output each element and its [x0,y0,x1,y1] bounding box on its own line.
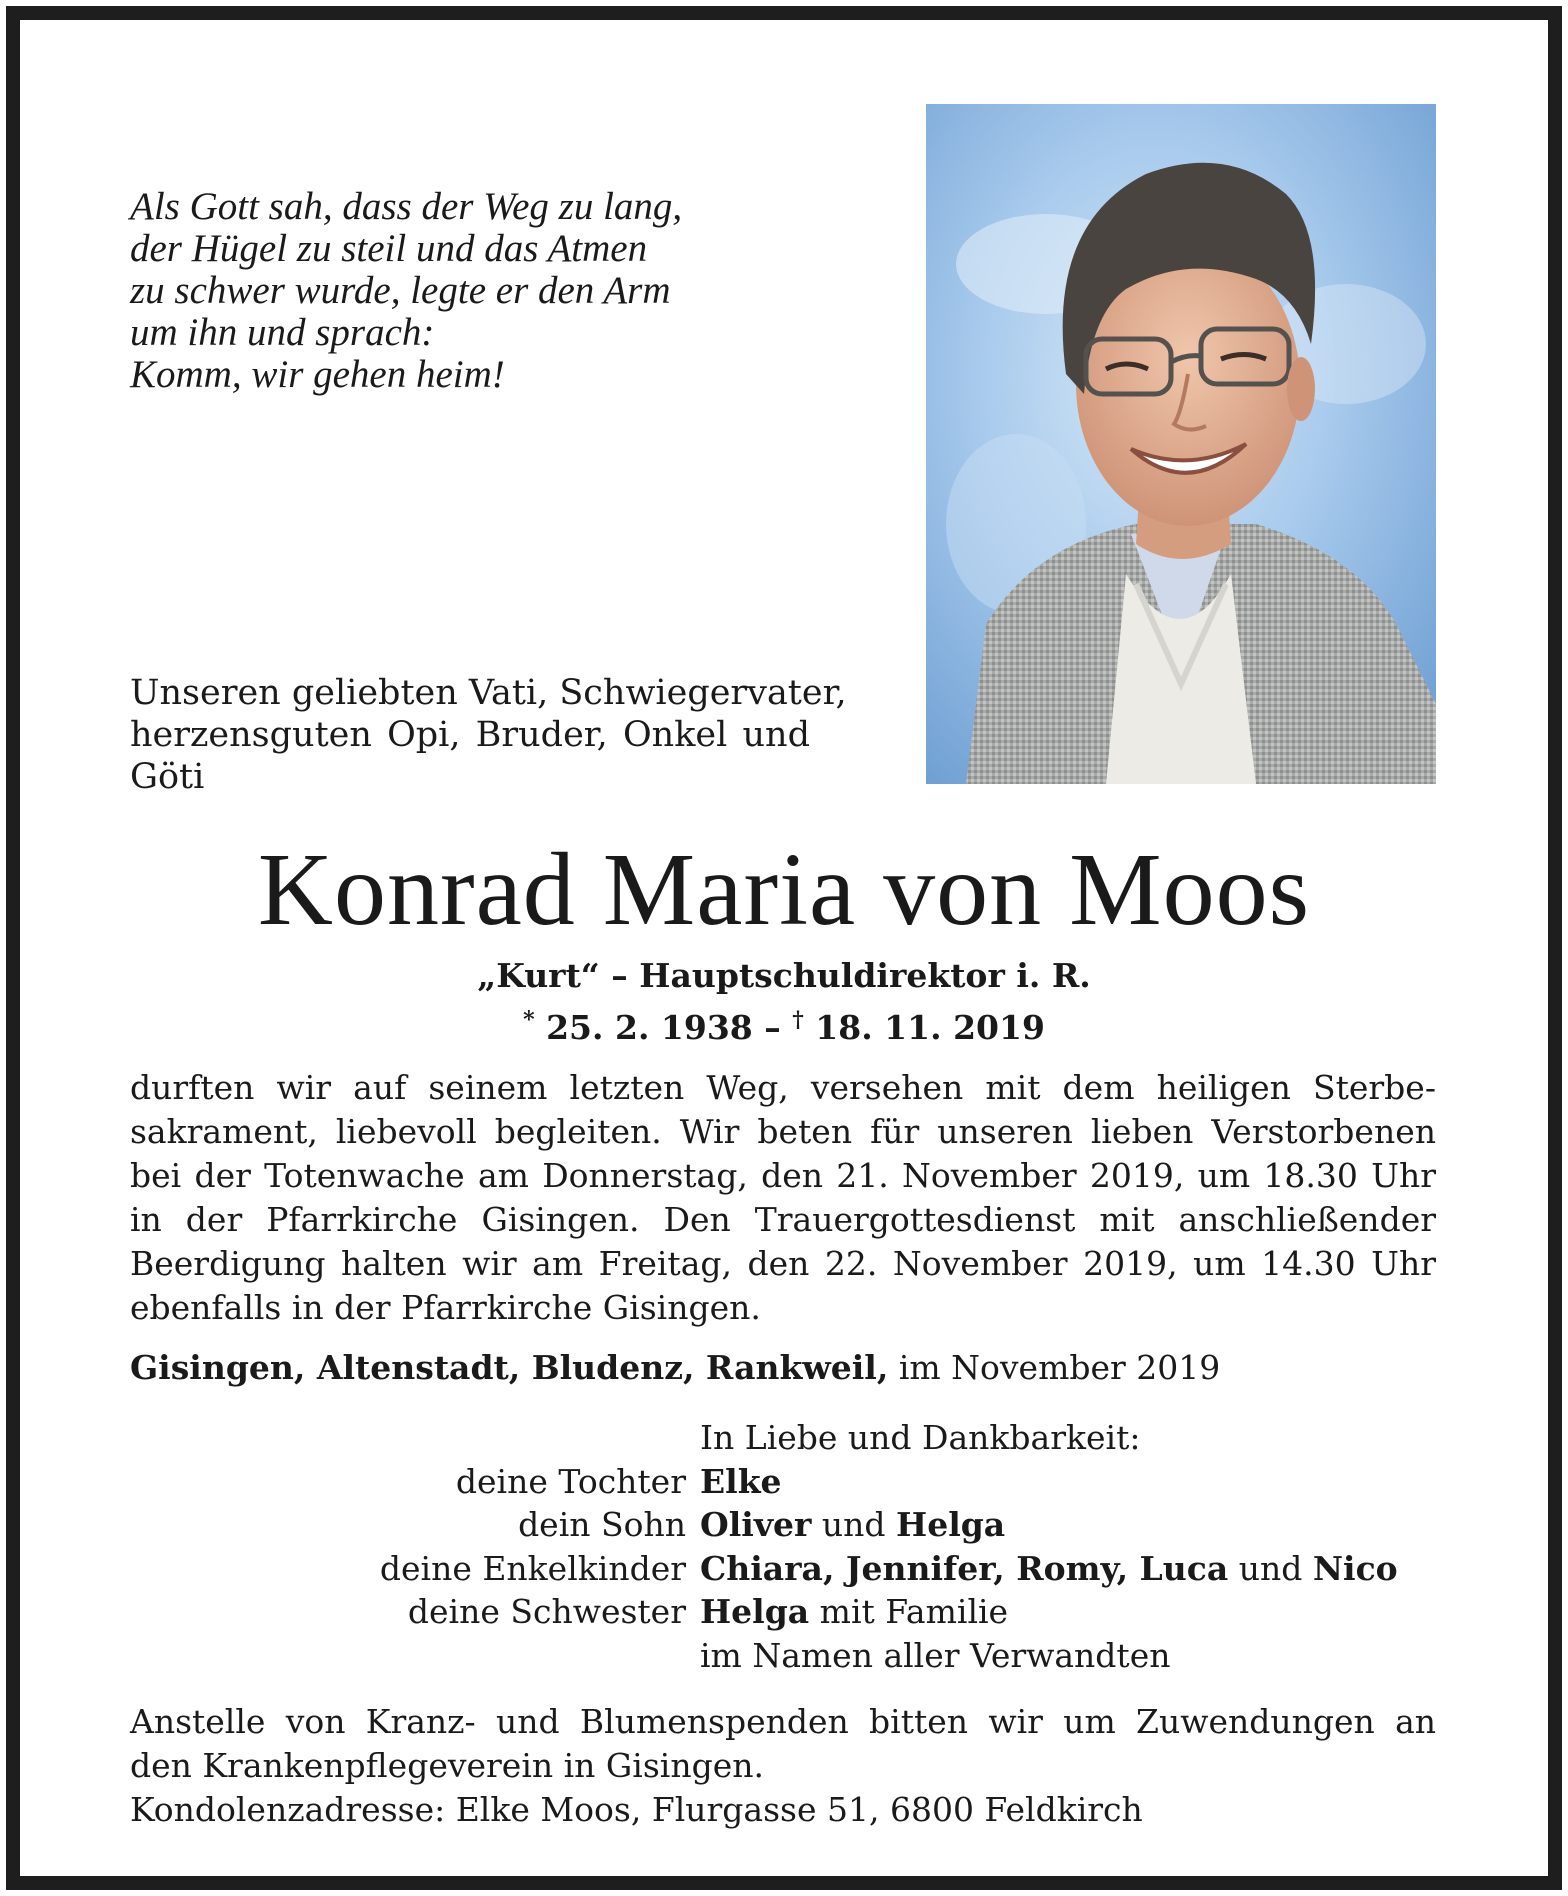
family-name: Nico [1312,1548,1398,1588]
family-name: Chiara, Jennifer, Romy, Luca [700,1548,1229,1588]
deceased-name: Konrad Maria von Moos [257,832,1311,947]
family-row-sister [130,1590,1436,1634]
family-name: Oliver [700,1505,812,1544]
places-line [130,1346,1436,1390]
poem-line: Als Gott sah, dass der Weg zu lang, [130,185,683,228]
body-line: durften wir auf seinem letzten Weg, versehen mit dem heiligen Sterbe- [130,1068,1436,1107]
body-line: in der Pfarrkirche Gisingen. Den Trauergottesdienst mit anschließender [130,1200,1436,1239]
family-name: Helga [700,1592,810,1631]
announcement-body [130,1066,1436,1330]
family-name: Helga [896,1505,1006,1544]
poem [130,186,690,396]
family-closing: im Namen aller Verwandten [700,1635,1171,1675]
family-row-grandchildren [130,1547,1436,1591]
poem-line: um ihn und sprach: [130,311,435,354]
intro-text [130,672,847,798]
deceased-subtitle: „Kurt“ – Hauptschuldirektor i. R. [477,956,1091,995]
relation-label: deine Enkelkinder [379,1548,686,1588]
family-row-son [130,1503,1436,1547]
conjunction: und [1238,1548,1303,1588]
family-heading-row [130,1416,1436,1460]
body-line: Beerdigung halten wir am Freitag, den 22. November 2019, um 14.30 Uhr [130,1244,1436,1283]
places-date: im November 2019 [898,1348,1221,1387]
conjunction: und [821,1505,886,1544]
family-closing-row [130,1634,1436,1678]
portrait-photo [926,104,1436,784]
birth-mark: * [523,1007,535,1033]
intro-line: Unseren geliebten Vati, Schwiegervater, [130,673,847,713]
footer-notes [130,1700,1436,1832]
poem-line: Komm, wir gehen heim! [130,353,505,396]
footer-line: Anstelle von Kranz- und Blumenspenden bitten wir um Zuwendungen an [130,1702,1436,1741]
portrait-illustration [926,104,1436,784]
relation-label: dein Sohn [518,1505,686,1544]
intro-line: herzensguten Opi, Bruder, Onkel und [130,715,810,755]
life-dates [130,998,1438,1050]
body-line: ebenfalls in der Pfarrkirche Gisingen. [130,1288,761,1327]
family-list [130,1416,1436,1677]
death-mark: † [792,1007,804,1033]
footer-line: den Krankenpflegeverein in Gisingen. [130,1746,764,1785]
death-date: 18. 11. 2019 [815,1008,1045,1047]
body-line: bei der Totenwache am Donnerstag, den 21. November 2019, um 18.30 Uhr [130,1156,1436,1195]
date-separator: – [764,1008,781,1047]
poem-line: der Hügel zu steil und das Atmen [130,227,648,270]
body-line: sakrament, liebevoll begleiten. Wir beten für unseren lieben Verstorbenen [130,1112,1436,1151]
places-bold: Gisingen, Altenstadt, Bludenz, Rankweil, [130,1348,889,1387]
condolence-address: Kondolenzadresse: Elke Moos, Flurgasse 51, 6800 Feldkirch [130,1790,1143,1829]
birth-date: 25. 2. 1938 [546,1008,753,1047]
family-heading: In Liebe und Dankbarkeit: [700,1418,1141,1457]
relation-label: deine Tochter [455,1461,686,1501]
family-row-daughter [130,1460,1436,1504]
family-name: Elke [700,1461,782,1501]
intro-line: Göti [130,757,205,797]
family-note: mit Familie [819,1592,1009,1631]
poem-line: zu schwer wurde, legte er den Arm [130,269,671,312]
relation-label: deine Schwester [407,1592,686,1631]
